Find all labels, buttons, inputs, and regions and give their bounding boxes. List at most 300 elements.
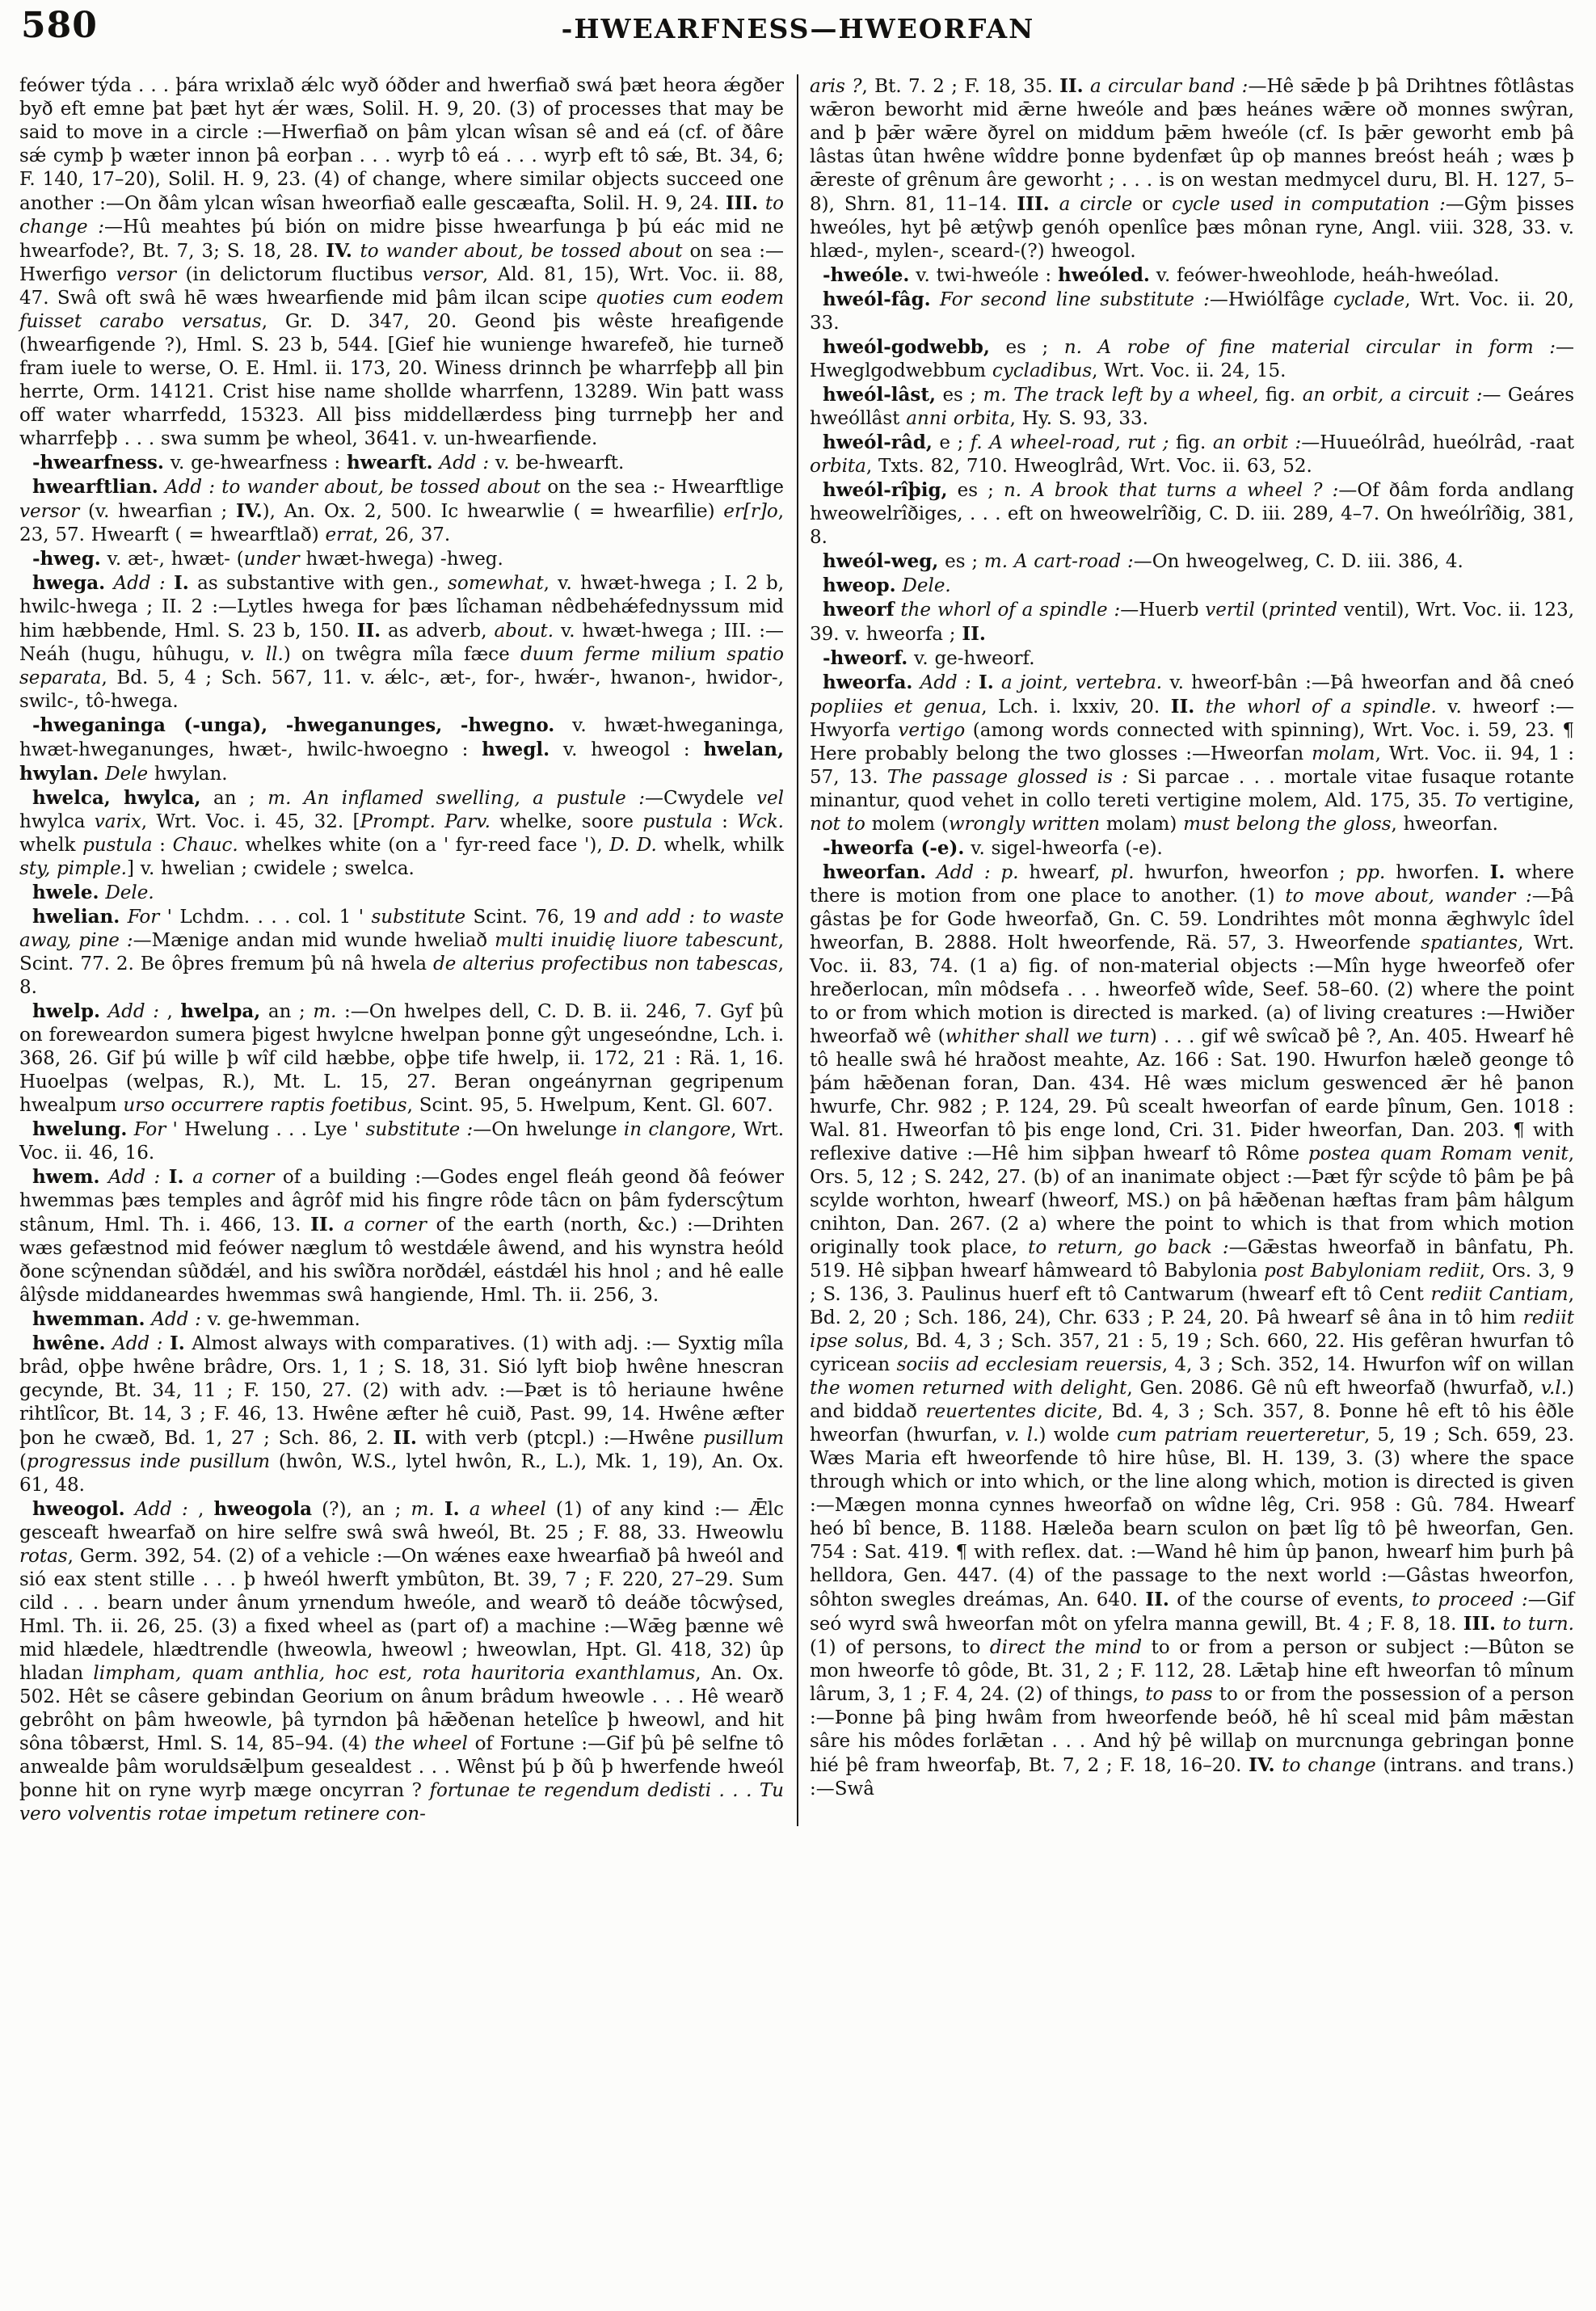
entry-text: urso occurrere raptis foetibus: [123, 1095, 407, 1116]
entry-text: [160, 1167, 169, 1188]
entry-text: v. hwæt-hweganinga, hwæt-hweganunges, hwæt-, hwilc-hwoegno :: [19, 715, 785, 760]
entry-text: II.: [962, 623, 986, 645]
dictionary-entry: [19, 1000, 784, 1118]
entry-text: ) wolde: [1038, 1425, 1118, 1446]
entry-text: , Bd. 2, 20 ; Sch. 186, 24), Chr. 633 ; P. 24, 20. Þâ hwearf sê âna in tô him: [810, 1284, 1574, 1328]
entry-text: cycladibus: [992, 360, 1093, 381]
entry-text: the whorl of a spindle :: [900, 600, 1121, 621]
dictionary-entry: [810, 478, 1574, 549]
entry-text: II.: [1145, 1589, 1169, 1610]
entry-text: hweól-weg,: [823, 550, 939, 572]
entry-text: es ;: [936, 385, 983, 406]
entry-text: [931, 289, 940, 310]
entry-text: to change: [1282, 1755, 1383, 1776]
entry-text: ) and biddað: [810, 1378, 1574, 1422]
entry-text: e ;: [932, 432, 971, 453]
dictionary-entry: [810, 549, 1574, 574]
entry-text: , Gen. 2086. Gê nû eft hweorfað (hwurfað,: [1126, 1378, 1541, 1399]
entry-text: v. be-hwearft.: [489, 453, 625, 474]
entry-text: , Wrt. Voc. ii. 83, 74. (1 a) fig. of non-material objects :—Mîn hyge hweorfeð ofer hreðerlocan, mîn môdsefa . . . hweorfeð wîde, Seef. 58–60. (2) where the point to or from which motion is directed is marked. (a) of living creatures :—Hwiðer hweorfað wê (: [810, 932, 1574, 1047]
entry-text: m.: [267, 788, 292, 809]
entry-text: spatiantes: [1421, 932, 1518, 953]
entry-text: cyclade: [1333, 289, 1405, 310]
entry-text: —Huerb: [1120, 600, 1206, 621]
entry-text: (?), an ;: [312, 1499, 411, 1520]
entry-text: substitute: [371, 907, 474, 928]
entry-text: [1082, 337, 1098, 358]
entry-text: hweól-râd,: [823, 431, 933, 453]
entry-text: II.: [393, 1427, 417, 1449]
entry-text: [106, 1333, 113, 1354]
dictionary-entry: [19, 1307, 784, 1332]
entry-text: an ;: [200, 788, 268, 809]
entry-text: , Ald. 81, 15), Wrt. Voc. ii. 88, 47. Swâ oft swâ hē wæs hwearfiende mid þâm ilcan scipe: [19, 264, 784, 309]
entry-text: [994, 672, 1001, 693]
entry-text: —On hweogelweg, C. D. iii. 386, 4.: [1133, 551, 1463, 572]
entry-text: [460, 1499, 470, 1520]
entry-text: [158, 477, 165, 498]
entry-text: —Hwiólfâge: [1209, 289, 1334, 310]
entry-text: of Fortune :—Gif þû þê selfne tô anwealde þâm woruldsǣlþum gesealdest . . . Wênst þú þ ðû þ hwerfende hweól þonne hit on ryne wyrþ mæge oncyrran ?: [19, 1733, 784, 1801]
entry-text: — Geáres hweóllâst: [810, 385, 1575, 429]
entry-text: versor: [19, 501, 88, 522]
entry-text: and add :: [604, 907, 695, 928]
entry-text: [1194, 697, 1205, 718]
entry-text: , Wrt. Voc. ii. 20, 33.: [810, 289, 1574, 334]
entry-text: to or from a person or subject :—Bûton se mon hweorfe tô gôde, Bt. 31, 2 ; F. 112, 28. Lǣtaþ hine eft hweorfan tô mînum lârum, 3, 1 ; F. 4, 24. (2) of things,: [810, 1637, 1574, 1705]
entry-text: as substantive with gen.,: [188, 573, 448, 594]
entry-text: whelk, whilk: [656, 835, 784, 856]
entry-text: A brook that turns a wheel ? :: [1031, 480, 1339, 501]
entry-text: rediit Cantiam: [1430, 1284, 1569, 1305]
entry-text: hweogola: [213, 1498, 313, 1520]
dictionary-entry: [810, 646, 1574, 671]
entry-text: errat: [325, 524, 373, 545]
entry-text: A robe of fine material circular in form :: [1097, 337, 1556, 358]
entry-text: ventil), Wrt. Voc. ii. 123, 39. v. hweorfa ;: [810, 600, 1575, 645]
entry-text: [1084, 76, 1090, 97]
entry-text: The passage glossed is :: [886, 767, 1129, 788]
entry-text: ,: [187, 1499, 214, 1520]
entry-text: (: [19, 1451, 27, 1472]
entry-text: —Þâ gâstas þe for Gode hweorfað, Gn. C. 59. Londrihtes môt monna ǣghwylc îdel hweorfan, B. 2888. Holt hweorfende, Rä. 57, 3. Hweorfende: [810, 886, 1574, 953]
entry-text: :: [152, 835, 173, 856]
entry-text: -hweorf.: [823, 647, 908, 669]
entry-text: Add :: [151, 1309, 201, 1330]
entry-text: duum ferme milium spatio separata: [19, 644, 784, 688]
entry-text: pl.: [1110, 862, 1135, 883]
entry-text: an orbit :: [1212, 432, 1302, 453]
entry-text: [125, 1499, 135, 1520]
entry-text: on the sea :- Hwearftlige: [547, 477, 784, 498]
entry-text: [335, 1214, 344, 1235]
entry-text: hweogol.: [32, 1498, 125, 1520]
entry-text: Add : to wander about, be tossed about: [165, 477, 548, 498]
entry-text: , v. hwæt-hwega ; I. 2 b, hwilc-hwega ; II. 2 :—Lytles hwega for þæs lîchaman nêdbehǽfednyssum mid him hæbbende, Hml. S. 23 b, 150.: [19, 573, 785, 642]
entry-text: an orbit, a circuit :: [1302, 385, 1483, 406]
entry-text: -hweg.: [32, 548, 101, 570]
entry-text: —Gǣstas hweorfað in bânfatu, Ph. 519. Hê siþþan hwearf hâmweard tô Babylonia: [810, 1237, 1575, 1282]
entry-text: hwearftlian.: [32, 476, 158, 498]
entry-text: the whorl of a spindle.: [1205, 697, 1437, 718]
entry-text: , Gr. D. 347, 20. Geond þis wêste hreafigende (hwearfigende ?), Hml. S. 23 b, 544. [Gief hie wunienge hwarefeð, hie turneð fram iuele to werse, O. E. Hml. ii. 173, 20. Winess drinnch þe wharrfeþþ all þin herrte, Orm. 14121. Crist hise name shollde wharrfenn, 13289. Win þatt wass off water wharrfedd, 15323. All þiss middellærdess þing turrneþþ her and wharrfeþþ . . . swa summ þe wheol, 3641. v. un-hwearfiende.: [19, 311, 784, 449]
dictionary-entry: [810, 335, 1574, 383]
entry-text: sty, pimple.: [19, 858, 127, 879]
entry-text: Add :: [937, 862, 991, 883]
entry-text: Add :: [134, 1499, 188, 1520]
dictionary-entry: [810, 431, 1574, 478]
entry-text: :: [712, 811, 738, 832]
entry-text: , 4, 3 ; Sch. 352, 14. Hwurfon wîf on willan: [1161, 1354, 1574, 1375]
entry-text: es ;: [938, 551, 984, 572]
entry-text: [1050, 194, 1059, 215]
entry-text: progressus inde pusillum: [26, 1451, 279, 1472]
dictionary-entry: [810, 861, 1574, 1801]
entry-text: [166, 573, 174, 594]
dictionary-entry: [19, 571, 784, 714]
entry-text: —Cwydele: [644, 788, 757, 809]
entry-text: , Hy. S. 93, 33.: [1009, 408, 1148, 429]
entry-text: -hweorfa (-e).: [823, 837, 965, 859]
entry-text: m.: [411, 1499, 435, 1520]
entry-text: D. D.: [609, 835, 657, 856]
entry-text: m.: [983, 551, 1009, 572]
entry-text: ) . . . gif wê swîcað þê ?, An. 405. Hwearf hê tô healle swâ hé hraðost meahte, Az. 166 : Sat. 190. Hwurfon hæleð geonge tô þám hǣðenan foran, Dan. 434. Hê wæs miclum geswenced ǣr hê þanon hwurfe, Chr. 982 ; P. 124, 29. Þû scealt hweorfan of earde þînum, Gen. 1018 : Wal. 81. Hweorfan tô þis enge lond, Cri. 31. Þider hweorfan, Dan. 203. ¶ with reflexive dative :—Hê him siþþan hwearf tô Rôme: [810, 1026, 1575, 1164]
entry-text: , hweorfan.: [1391, 814, 1498, 835]
entry-text: , Wrt. Voc. i. 45, 32. [: [141, 811, 360, 832]
entry-text: aris ?: [810, 76, 862, 97]
entry-text: hworfen.: [1385, 862, 1490, 883]
entry-text: (intrans. and trans.) :—Swâ: [810, 1755, 1574, 1800]
entry-text: v. l.: [1005, 1425, 1039, 1446]
entry-text: , Scint. 77. 2. Be ôþres fremum þû nâ hwela: [19, 930, 784, 974]
dictionary-entry: [19, 786, 784, 881]
entry-text: reuertentes dicite: [925, 1401, 1097, 1422]
page-title: -HWEARFNESS—HWEORFAN: [561, 13, 1035, 44]
entry-text: (in delictorum fluctibus: [185, 264, 423, 285]
dictionary-entry: [810, 836, 1574, 861]
entry-text: ' Hwelung . . . Lye ': [172, 1119, 366, 1140]
entry-text: direct the mind: [989, 1637, 1152, 1658]
entry-text: hweóled.: [1057, 264, 1150, 286]
entry-text: molam): [1105, 814, 1184, 835]
dictionary-entry: [19, 547, 784, 571]
entry-text: vertigo: [898, 720, 973, 741]
entry-text: hwêne.: [32, 1332, 106, 1354]
entry-text: —Huueólrâd, hueólrâd, -raat: [1301, 432, 1575, 453]
entry-text: —Of ðâm forda andlang hweowelrîðiges, . . . eft on hweowelrîðig, C. D. iii. 289, 4–7. On hweólrîðig, 381, 8.: [810, 480, 1574, 548]
entry-text: hweól-fâg.: [823, 288, 931, 310]
entry-text: , Ors. 3, 9 ; S. 136, 3. Paulinus huerf eft tô Cantwarum (hwearf eft tô Cent: [810, 1261, 1575, 1305]
entry-text: I.: [168, 1166, 184, 1188]
entry-text: hwem.: [32, 1166, 100, 1188]
entry-text: to pass: [1145, 1684, 1219, 1705]
entry-text: III.: [1463, 1613, 1497, 1635]
entry-text: es ;: [947, 480, 1004, 501]
entry-text: molam: [1312, 743, 1375, 764]
entry-text: —On hwelunge: [473, 1119, 624, 1140]
entry-text: IV.: [326, 240, 360, 262]
dictionary-entry: [810, 263, 1574, 288]
dictionary-entry: [19, 881, 784, 905]
entry-text: , 8.: [19, 953, 784, 998]
entry-text: popliies et genua: [810, 697, 982, 718]
entry-text: limpham, quam anthlia, hoc est, rota hauritoria exanthlamus: [93, 1663, 696, 1684]
entry-text: the wheel: [374, 1733, 475, 1754]
entry-text: (among words connected with spinning), Wrt. Voc. i. 59, 23. ¶ Here probably belong the two glosses :—Hweorfan: [810, 720, 1574, 764]
entry-text: feówer týda . . . þára wrixlað ǽlc wyð óðder and hwerfiað swá þæt heora ǽgðer byð eft emne þat þæt hyt ǽr wæs, Solil. H. 9, 20. (3) of processes that may be said to move in a circle :—Hwerfiað on þâm ylcan wîsan sê and eá (cf. of ðâre sǽ cymþ þ wæter innon þâ eorþan . . . wyrþ tô eá . . . wyrþ eft tô sǽ, Bt. 34, 6; F. 140, 17–20), Solil. H. 9, 23. (4) of change, where similar objects succeed one another :—On ðâm ylcan wîsan hweorfiað ealle gescæafta, Solil. H. 9, 24.: [19, 75, 784, 214]
entry-text: post Babyloniam rediit: [1264, 1261, 1480, 1282]
entry-text: (hwôn, W.S., lytel hwôn, R., L.), Mk. 1, 19), An. Ox. 61, 48.: [19, 1451, 784, 1496]
entry-text: II.: [1170, 696, 1195, 718]
entry-text: I.: [978, 671, 994, 693]
column-divider-rule: [797, 74, 798, 1826]
entry-text: —Hê sǣde þ þâ Drihtnes fôtlâstas wǣron beworht mid ǣrne hweóle and þæs heánes wǣre oð monnes swŷran, and þ þǣr wǣre ðyrel on middum þǣm hweóle (cf. Is þǣr geworht emb þâ lâstas ûtan hwêne wîddre þonne bydenfæt ûp oþ mannes breóst heáh ; wæs þ ǣreste of grênum âre geworht ; . . . is on westan medmycel duru, Bl. H. 127, 5–8), Shrn. 81, 11–14.: [810, 76, 1574, 215]
entry-text: [971, 672, 979, 693]
entry-text: m.: [983, 385, 1007, 406]
entry-text: An inflamed swelling, a pustule :: [303, 788, 645, 809]
entry-text: Scint. 76, 19: [473, 907, 604, 928]
right-column: [810, 74, 1574, 1826]
entry-text: to return, go back :: [1028, 1237, 1229, 1258]
entry-text: an ;: [260, 1001, 314, 1022]
entry-text: [120, 907, 127, 928]
entry-text: -hwearfness.: [32, 452, 164, 474]
entry-text: rediit ipse solus: [810, 1307, 1574, 1352]
entry-text: to change :: [19, 193, 785, 238]
left-column: [19, 74, 784, 1826]
entry-text: hweop.: [823, 575, 896, 596]
entry-text: For: [133, 1119, 173, 1140]
entry-text: —Hû meahtes þú bión on midre þisse hwearfunga þ þú eác mid ne hwearfode?, Bt. 7, 3; S. 18, 28.: [19, 217, 784, 262]
entry-text: must belong the gloss: [1183, 814, 1392, 835]
entry-text: hwelan, hwylan.: [19, 739, 784, 785]
entry-text: to waste away, pine :: [19, 907, 784, 951]
entry-text: or: [1142, 194, 1173, 215]
entry-text: [983, 432, 989, 453]
dictionary-entry: [810, 574, 1574, 598]
entry-text: hwele.: [32, 882, 99, 903]
entry-text: hwylca: [19, 811, 95, 832]
entry-text: [435, 1499, 444, 1520]
entry-text: a circle: [1059, 194, 1143, 215]
entry-text: , Wrt. Voc. ii. 94, 1 : 57, 13.: [810, 743, 1574, 788]
entry-text: [99, 764, 105, 785]
entry-text: III.: [1017, 193, 1050, 215]
entry-text: I.: [444, 1498, 460, 1520]
entry-text: , Txts. 82, 710. Hweoglrâd, Wrt. Voc. ii. 63, 52.: [865, 456, 1312, 477]
entry-text: ] v. hwelian ; cwidele ; swelca.: [127, 858, 415, 879]
entry-text: to proceed :: [1411, 1589, 1528, 1610]
entry-text: to wander about, be tossed about: [360, 241, 690, 262]
entry-text: The track left by a wheel,: [1013, 385, 1259, 406]
entry-text: [184, 1167, 193, 1188]
dictionary-entry: [19, 1497, 784, 1826]
entry-text: hwegl.: [482, 739, 550, 760]
entry-text: of a building :—Godes engel fleáh geond ðâ feówer hwemmas þæs temples and âgrôf mid his fingre rôde tâcn on þâm fyderscŷtum stânum, Hml. Th. i. 466, 13.: [19, 1167, 785, 1235]
dictionary-entry: [19, 1332, 784, 1497]
entry-text: , Wrt. Voc. ii. 24, 15.: [1092, 360, 1286, 381]
entry-text: hwearft.: [346, 452, 433, 474]
entry-text: Almost always with comparatives. (1) with adj. :— Syxtig mîla brâd, oþþe hwêne brâdre, Ors. 1, 1 ; S. 18, 31. Sió lyft bioþ hwêne hnescran gecynde, Bt. 34, 11 ; F. 150, 27. (2) with adv. :—Þæt is tô heriaune hwêne rihtlîcor, Bt. 14, 3 ; F. 46, 13. Hwêne æfter hê cuið, Past. 99, 14. Hwêne æfter þon he cwæð, Bd. 1, 27 ; Sch. 86, 2.: [19, 1333, 784, 1449]
entry-text: pusillum: [702, 1428, 784, 1449]
entry-text: [127, 1119, 133, 1140]
entry-text: p.: [1000, 862, 1019, 883]
entry-text: II.: [356, 620, 381, 642]
entry-text: hwylan.: [154, 764, 228, 785]
dictionary-entry: [810, 383, 1574, 431]
entry-text: whelk: [19, 835, 83, 856]
entry-text: on sea :—Hwerfigo: [19, 241, 784, 285]
entry-text: hwemman.: [32, 1308, 145, 1330]
entry-text: (v. hwearfian ;: [87, 501, 236, 522]
entry-text: I.: [1489, 861, 1505, 883]
entry-text: [105, 573, 113, 594]
entry-text: cycle used in computation :: [1172, 194, 1446, 215]
entry-text: ,: [158, 1001, 181, 1022]
entry-text: a corner: [192, 1167, 283, 1188]
entry-text: IV.: [1249, 1754, 1275, 1776]
entry-text: (1) of persons, to: [810, 1637, 990, 1658]
entry-text: n.: [1003, 480, 1022, 501]
entry-text: hwelian.: [32, 906, 120, 928]
entry-text: somewhat: [448, 573, 544, 594]
entry-text: about.: [494, 621, 554, 642]
entry-text: Add :: [439, 453, 490, 474]
entry-text: I.: [174, 572, 189, 594]
entry-text: v. hwæt-hwega ; III. :—Neáh (hugu, hûhugu,: [19, 621, 784, 665]
entry-text: hwelca, hwylca,: [32, 787, 201, 809]
entry-text: To: [1454, 790, 1484, 811]
entry-text: sociis ad ecclesiam reuersis: [896, 1354, 1162, 1375]
entry-text: hwega.: [32, 572, 106, 594]
entry-text: (: [1261, 600, 1269, 621]
entry-text: Chauc.: [172, 835, 238, 856]
entry-text: —Mænige andan mid wunde hweliað: [133, 930, 495, 951]
entry-text: of the earth (north, &c.) :—Drihten wæs gefæstnod mid feówer næglum tô westdǽle âwend, and his wynstra heóld ðone scŷnendan sûðdǽl, and his swîðra norðdǽl, eástdǽl his hnol ; and hê ealle âlŷsde middaneardes hwemmas swâ hangiende, Hml. Th. ii. 256, 3.: [19, 1214, 785, 1306]
dictionary-entry: [19, 475, 784, 547]
entry-text: I.: [170, 1332, 185, 1354]
entry-text: hweorfa.: [823, 671, 913, 693]
entry-text: ' Lchdm. . . . col. 1 ': [166, 907, 372, 928]
entry-text: , Bd. 4, 3 ; Sch. 357, 8. Þonne hê eft tô his êðle hweorfan (hwurfan,: [810, 1401, 1574, 1446]
entry-text: to turn.: [1502, 1614, 1574, 1635]
entry-text: [291, 788, 304, 809]
entry-text: a circular band :: [1090, 76, 1249, 97]
entry-text: , Bd. 5, 4 ; Sch. 567, 11. v. ǽlc-, æt-, for-, hwǽr-, hwanon-, hwidor-, swilc-, tô-hwega.: [19, 667, 784, 712]
entry-text: a joint, vertebra.: [1001, 672, 1163, 693]
entry-text: orbita: [810, 456, 866, 477]
entry-text: in clangore: [623, 1119, 731, 1140]
entry-text: where there is motion from one place to another. (1): [810, 862, 1574, 907]
entry-text: hweorfan.: [823, 861, 927, 883]
entry-text: v.l.: [1540, 1378, 1568, 1399]
entry-text: a wheel: [469, 1499, 556, 1520]
entry-text: , 23, 57. Hwearft ( = hwearftlað): [19, 501, 785, 545]
entry-text: v. feówer-hweohlode, heáh-hweólad.: [1149, 265, 1500, 286]
entry-text: v. twi-hweóle :: [909, 265, 1058, 286]
entry-text: , Bt. 7. 2 ; F. 18, 35.: [861, 76, 1060, 97]
entry-text: under: [243, 549, 306, 570]
entry-text: Add :: [920, 672, 971, 693]
entry-text: , 26, 37.: [373, 524, 451, 545]
entry-text: hweorf: [823, 599, 895, 621]
entry-text: the women returned with delight: [810, 1378, 1127, 1399]
entry-text: v. hweorf :—Hwyorfa: [810, 697, 1574, 741]
entry-text: hwelp.: [32, 1000, 100, 1022]
entry-text: [912, 672, 920, 693]
entry-text: rotas: [19, 1546, 68, 1567]
entry-text: , An. Ox. 502. Hêt se câsere gebindan Georium on ânum brâdum hweowle . . . Hê wearð gebrôht on þâm hweowle, þâ tyrndon þâ hǣðenan hetelîce þ hweowl, and hit sôna tôbærst, Hml. S. 14, 85–94. (4): [19, 1663, 784, 1754]
entry-text: hwæt-hwega) -hweg.: [305, 549, 503, 570]
entry-text: A wheel-road, rut ;: [989, 432, 1169, 453]
entry-text: —Gif seó wyrd swâ hweorfan môt on yfelra manna gewill, Bt. 4 ; F. 8, 18.: [810, 1589, 1575, 1635]
entry-text: Add :: [108, 1167, 161, 1188]
entry-text: For second line substitute :: [939, 289, 1210, 310]
entry-text: cum patriam reuerteretur: [1117, 1425, 1365, 1446]
entry-text: m.: [313, 1001, 337, 1022]
entry-text: Prompt. Parv.: [360, 811, 491, 832]
page-number: 580: [21, 5, 98, 46]
entry-text: For: [127, 907, 167, 928]
entry-text: -hweganinga (-unga), -hweganunges, -hwegno.: [32, 714, 555, 736]
entry-text: whelke, soore: [490, 811, 643, 832]
entry-text: hweól-godwebb,: [823, 336, 990, 358]
entry-text: Wck.: [737, 811, 784, 832]
entry-text: [1008, 551, 1014, 572]
entry-text: [1021, 480, 1031, 501]
dictionary-entry: [19, 905, 784, 1000]
dictionary-entry: [810, 598, 1574, 646]
entry-text: hwelung.: [32, 1118, 128, 1140]
entry-text: :—On hwelpes dell, C. D. B. ii. 246, 7. Gyf þû on foreweardon sumera þigest hwylcne hwelpan þonne gŷt ungeseóndne, Lch. i. 368, 26. Gif þú wille þ wîf cild hæbbe, oþþe tife hwelp, ii. 172, 21 : Rä. 1, 16. Huoelpas (welpas, R.), Mt. L. 15, 27. Beran ongeányrnan gegripenum hwealpum: [19, 1001, 784, 1116]
entry-text: v. ge-hweorf.: [907, 648, 1035, 669]
entry-text: er[r]o: [723, 501, 778, 522]
entry-text: ), An. Ox. 2, 500. Ic hwearwlie ( = hwearfilie): [262, 501, 724, 522]
entry-text: v. æt-, hwæt- (: [100, 549, 244, 570]
entry-text: Add :: [107, 1001, 159, 1022]
entry-text: Si parcae . . . mortale vitae fusaque rotante minantur, quod vehet in collo tereti vertigine molem, Ald. 175, 35.: [810, 767, 1574, 811]
entry-text: hwelpa,: [180, 1000, 261, 1022]
entry-text: [100, 1167, 109, 1188]
entry-text: hwearf,: [1018, 862, 1111, 883]
entry-text: [1007, 385, 1013, 406]
text-columns: [19, 74, 1574, 1826]
entry-text: [100, 1001, 108, 1022]
entry-text: , Scint. 95, 5. Hwelpum, Kent. Gl. 607.: [406, 1095, 773, 1116]
entry-text: printed: [1268, 600, 1345, 621]
entry-text: de alterius profectibus non tabescas: [433, 953, 778, 974]
dictionary-entry: [19, 1118, 784, 1165]
entry-text: whelkes white (on a ' fyr-reed face '),: [238, 835, 610, 856]
entry-text: v. ge-hwemman.: [200, 1309, 360, 1330]
entry-text: hweól-lâst,: [823, 384, 936, 406]
entry-text: varix: [94, 811, 141, 832]
entry-text: , 5, 19 ; Sch. 659, 23. Wæs Maria eft hweorfende tô hire hûse, Bl. H. 139, 3. (3) where the space through which or into which, or the line along which, motion is directed is given :—Mægen monna cynnes hweorfað on wîdne lêg, Cri. 958 : Gû. 784. Hwearf heó bî bence, B. 1188. Hæleða bearn sculon on þæt lîg tô þê hweorfan, Gen. 754 : Sat. 419. ¶ with reflex. dat. :—Wand hê him ûp þanon, hwearf him þurh þâ helldora, Gen. 447. (4) of the passage to the next world :—Gâstas hweorfon, sôhton swegles dreámas, An. 640.: [810, 1425, 1575, 1610]
entry-text: Add :: [112, 1333, 163, 1354]
entry-text: a corner: [343, 1214, 436, 1235]
entry-text: II.: [1059, 75, 1084, 97]
entry-text: Add :: [113, 573, 166, 594]
entry-text: f.: [970, 432, 983, 453]
entry-text: versor: [116, 264, 186, 285]
dictionary-entry: [19, 1165, 784, 1307]
dictionary-entry: [810, 74, 1574, 263]
entry-text: , Bd. 4, 3 ; Sch. 357, 21 : 5, 19 ; Sch. 660, 22. His gefêran hwurfan tô cyricean: [810, 1331, 1574, 1375]
entry-text: , Lch. i. lxxiv, 20.: [981, 697, 1171, 718]
entry-text: [991, 862, 1001, 883]
entry-text: substitute :: [365, 1119, 474, 1140]
